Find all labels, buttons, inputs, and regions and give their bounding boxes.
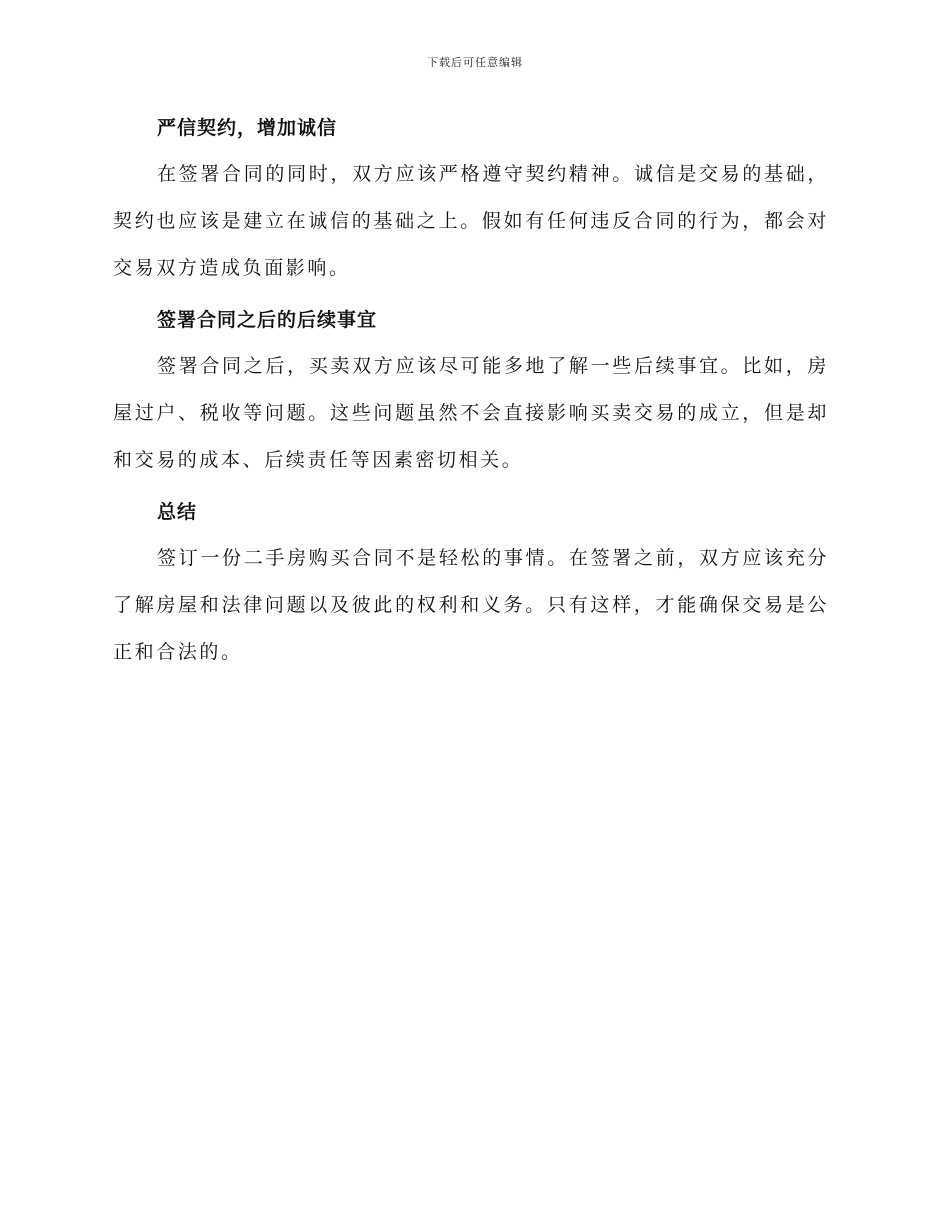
section-paragraph-summary: 签订一份二手房购买合同不是轻松的事情。在签署之前，双方应该充分了解房屋和法律问题以及彼此的权利和义务。只有这样，才能确保交易是公正和合法的。 xyxy=(113,547,829,663)
section-paragraph-follow-up: 签署合同之后，买卖双方应该尽可能多地了解一些后续事宜。比如，房屋过户、税收等问题。这些问题虽然不会直接影响买卖交易的成立，但是却和交易的成本、后续责任等因素密切相关。 xyxy=(113,355,829,471)
page-header-note: 下载后可任意编辑 xyxy=(427,56,523,69)
section-paragraph-integrity: 在签署合同的同时，双方应该严格遵守契约精神。诚信是交易的基础，契约也应该是建立在诚信的基础之上。假如有任何违反合同的行为，都会对交易双方造成负面影响。 xyxy=(113,163,829,279)
section-heading-follow-up: 签署合同之后的后续事宜 xyxy=(157,309,378,331)
section-heading-integrity: 严信契约，增加诚信 xyxy=(157,117,338,139)
document-body xyxy=(113,108,829,684)
section-heading-summary: 总结 xyxy=(157,501,198,523)
